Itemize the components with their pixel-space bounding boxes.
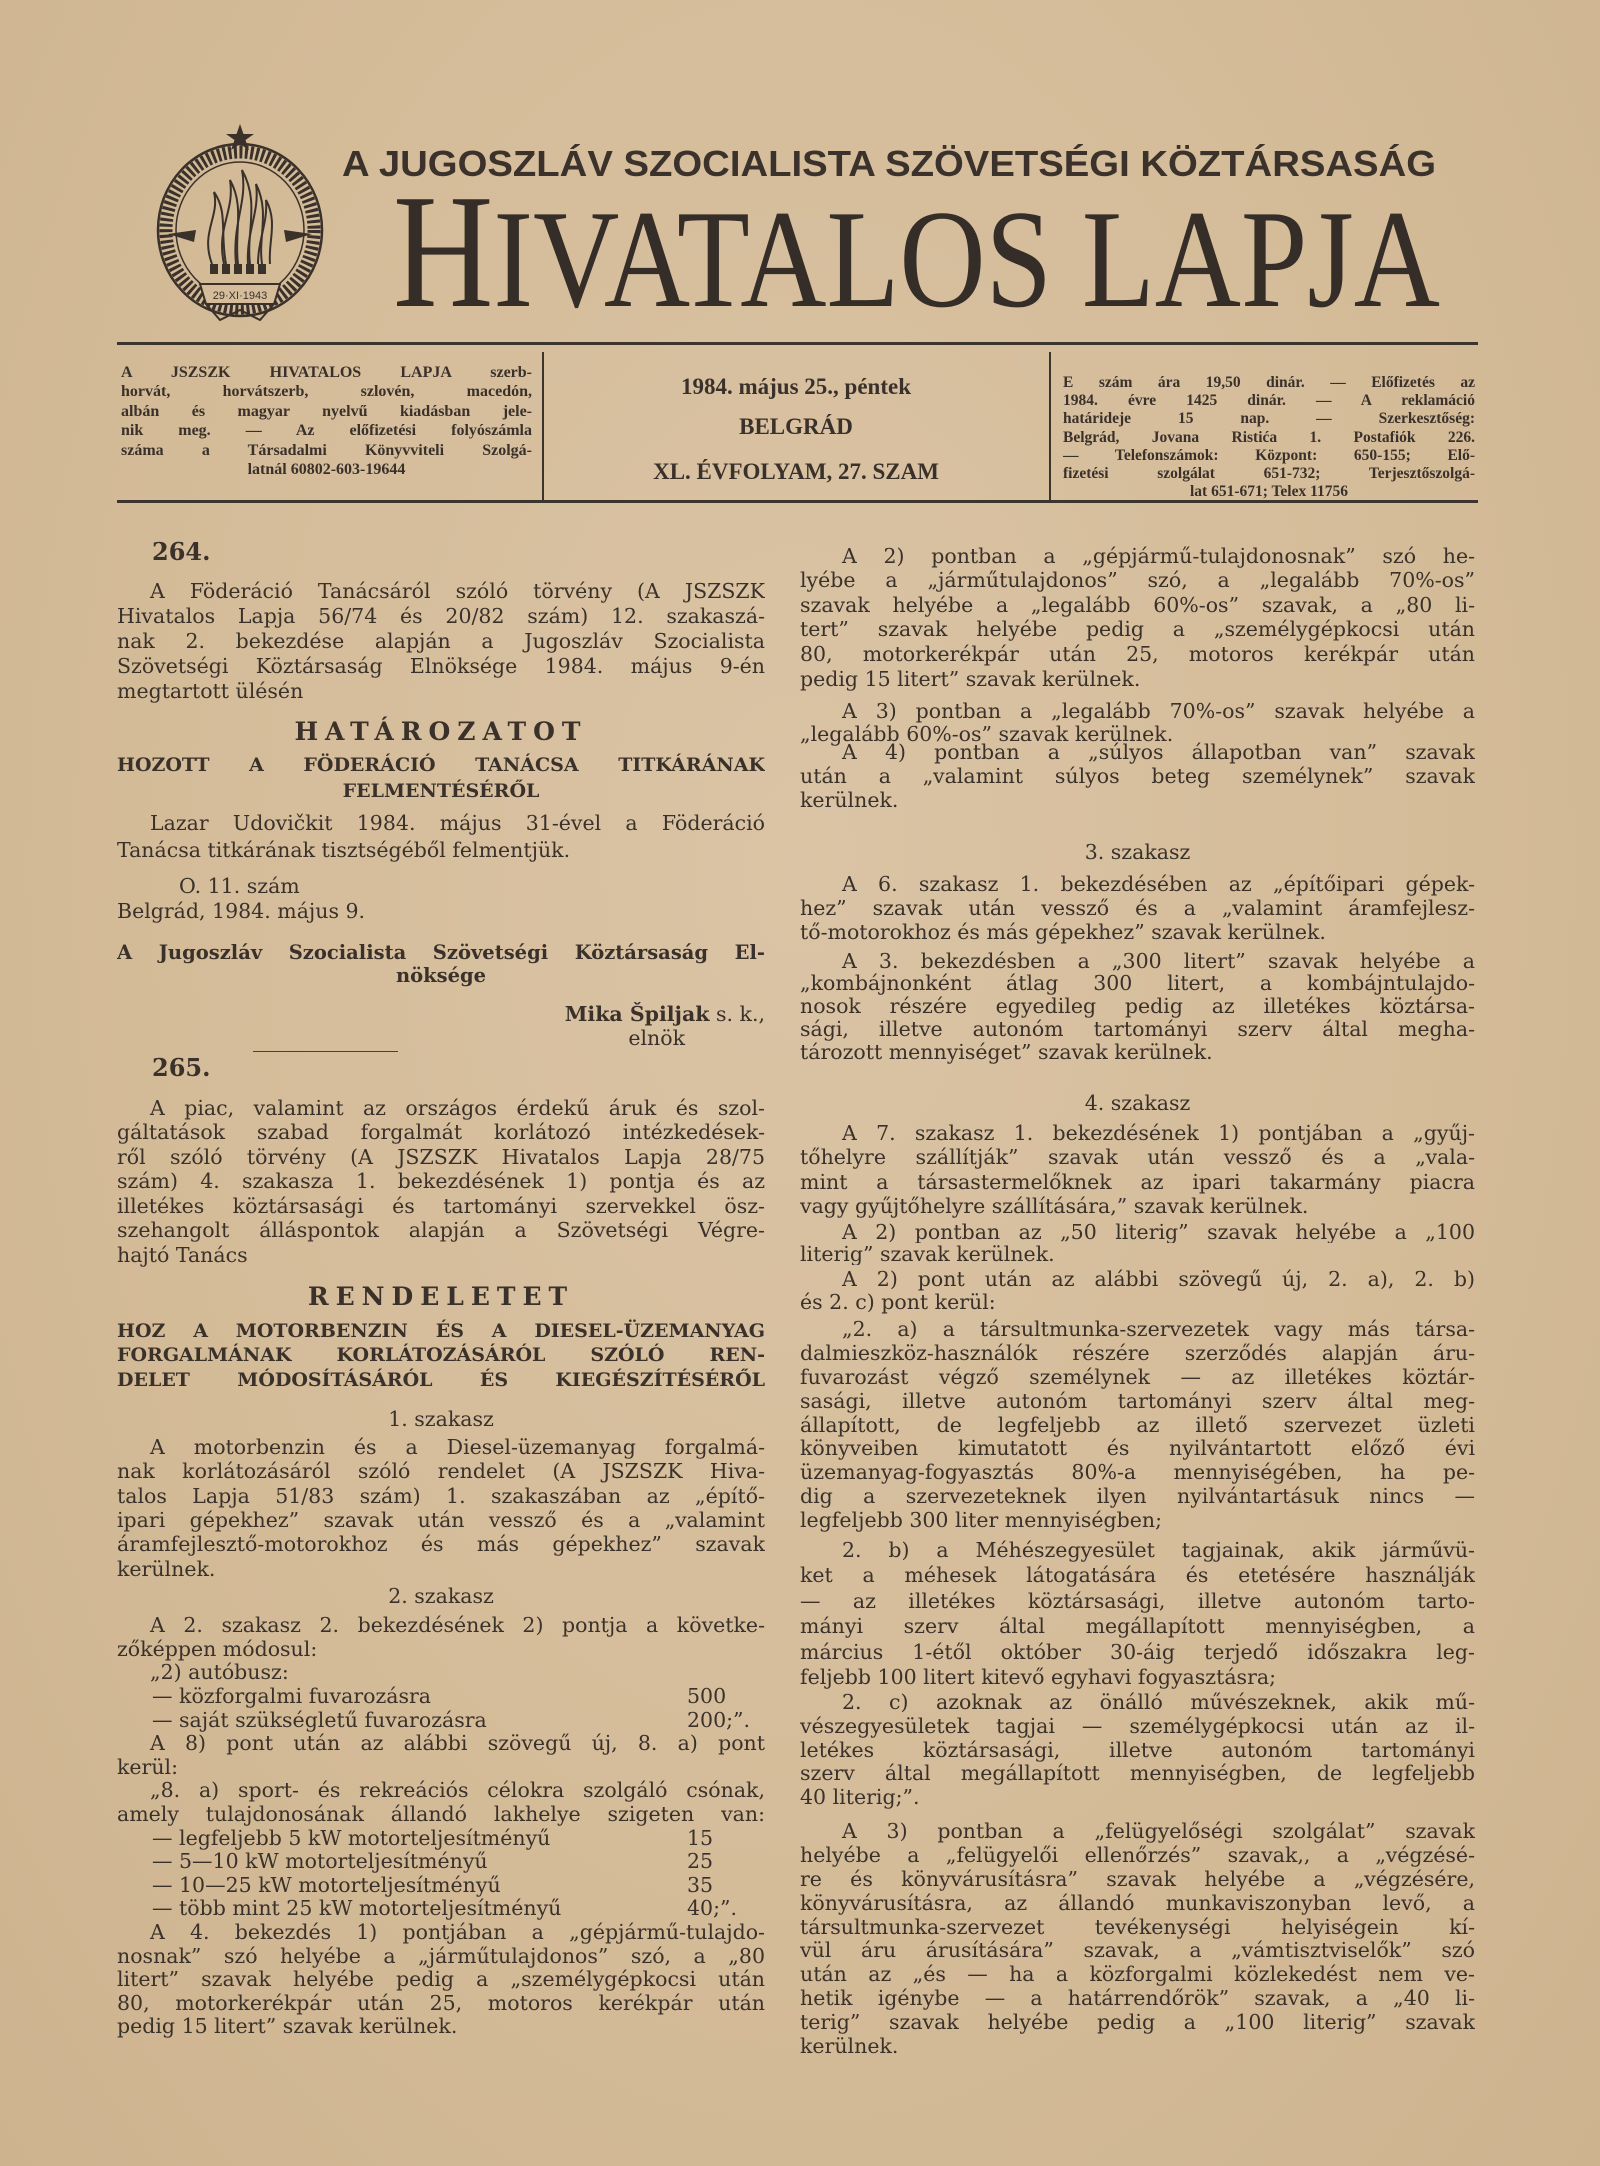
text-line: literig” szavak kerülnek. (800, 1243, 1055, 1265)
text-line: szavak helyébe a „legalább 60%-os” szavak, a „80 li- (800, 592, 1475, 617)
text-line: A 8) pont után az alábbi szövegű új, 8. a) pont (150, 1732, 765, 1756)
block-text: 3. szakasz (1084, 840, 1191, 864)
text-line: FELMENTÉSÉRŐL (342, 780, 540, 802)
text-line: A 3. bekezdésben a „300 litert” szavak helyébe a (842, 949, 1475, 973)
text-line: Hivatalos Lapja 56/74 és 20/82 szám) 12. szakaszá- (117, 603, 765, 628)
quota-table (117, 1827, 765, 1921)
quota-row (117, 1827, 765, 1851)
paragraph (117, 1614, 765, 1661)
signatory-role: elnök (628, 1026, 685, 1050)
text-line: HOZOTT A FÖDERÁCIÓ TANÁCSA TITKÁRÁNAK (117, 754, 765, 776)
text-line: nak korlátozásáról szóló rendelet (A JSZSZK Hiva- (117, 1459, 765, 1484)
paragraph (117, 1779, 765, 1826)
info-line: nik meg. — Az előfizetési folyószámla (121, 422, 532, 440)
text-line: üzemanyag-fogyasztás 80%-a mennyiségében, ha pe- (800, 1461, 1475, 1485)
quota-row (117, 1685, 765, 1709)
text-line: A Jugoszláv Szocialista Szövetségi Köztársaság El- (117, 940, 765, 964)
info-line: — Telefonszámok: Központ: 650-155; Elő- (1063, 446, 1475, 464)
paragraph (800, 1268, 1475, 1314)
text-line: FORGALMÁNAK KORLÁTOZÁSÁRÓL SZÓLÓ REN- (117, 1344, 765, 1367)
quota-label: — több mint 25 kW motorteljesítményű (152, 1896, 562, 1921)
quota-label: — saját szükségletű fuvarozásra (152, 1707, 487, 1732)
text-line: könyveiben kimutatott és nyilvántartott előző évi (800, 1437, 1475, 1461)
text-line: mányi szerv által megállapított mennyiségben, a (800, 1614, 1475, 1639)
text-line: DELET MÓDOSÍTÁSÁRÓL ÉS KIEGÉSZÍTÉSÉRŐL (117, 1368, 765, 1391)
text-line: gáltatások szabad forgalmát korlátozó intézkedések- (117, 1120, 765, 1145)
quota-label: — 5—10 kW motorteljesítményű (152, 1849, 488, 1874)
section-label (800, 1091, 1475, 1115)
text-line: tert” szavak helyébe pedig a „személygépkocsi után (800, 617, 1475, 642)
quota-label: — közforgalmi fuvarozásra (152, 1684, 432, 1708)
text-line: Tanácsa titkárának tisztségéből felmentjük. (117, 837, 571, 862)
paragraph (800, 1691, 1475, 1810)
text-line: O. 11. szám (179, 873, 300, 898)
text-line: ipari gépekhez” szavak után vessző és a „valamint (117, 1507, 765, 1532)
text-line: szám) 4. szakasza 1. bekezdésének 1) pontja és az (117, 1169, 765, 1194)
paragraph (800, 1121, 1475, 1218)
text-line: re és könyvárusításra” szavak helyébe a „végzésére, (800, 1867, 1475, 1891)
quota-value: 500 (687, 1684, 727, 1708)
text-line: tőhelyre szállítják” szavak után vessző és a „vala- (800, 1145, 1475, 1170)
paragraph (800, 1221, 1475, 1265)
section-label (800, 840, 1475, 864)
text-line: után a „valamint súlyos beteg személynek” szavak (800, 764, 1475, 788)
text-line: szehangolt álláspontok alapján a Szövetségi Végre- (117, 1218, 765, 1243)
text-line: HOZ A MOTORBENZIN ÉS A DIESEL-ÜZEMANYAG (117, 1319, 765, 1342)
text-line: tő-motorokhoz és más gépekhez” szavak kerülnek. (800, 920, 1326, 944)
text-line: társultmunka-szervezet tevékenységi helyiségein kí- (800, 1915, 1475, 1939)
paragraph (800, 1318, 1475, 1533)
info-line: Belgrád, Jovana Ristića 1. Postafiók 226. (1063, 428, 1475, 446)
info-line: száma a Társadalmi Könyvviteli Szolgá- (121, 441, 532, 459)
text-line: A 2) pont után az alábbi szövegű új, 2. a), 2. b) (842, 1267, 1475, 1291)
paragraph (117, 1661, 765, 1685)
text-line: szerv által megállapított mennyiségben, de legfeljebb (800, 1762, 1475, 1786)
text-line: kerülnek. (800, 2035, 899, 2059)
text-line: A 4. bekezdés 1) pontjában a „gépjármű-tulajdo- (150, 1921, 765, 1944)
text-line: nosnak” szó helyébe a „járműtulajdonos” szó, a „80 (117, 1944, 765, 1968)
text-line: zőképpen módosul: (117, 1637, 318, 1661)
issue-date: 1984. május 25., péntek (680, 374, 911, 399)
info-line: határideje 15 nap. — Szerkesztőség: (1063, 410, 1475, 428)
text-line: 2. c) azoknak az önálló művészeknek, akik mű- (842, 1691, 1475, 1714)
text-line: amely tulajdonosának állandó lakhelye szigeten van: (117, 1802, 765, 1826)
block-text: 264. (152, 537, 211, 566)
text-line: kerülnek. (117, 1556, 216, 1581)
info-line: E szám ára 19,50 dinár. — Előfizetés az (1063, 374, 1475, 391)
text-line: — az illetékes köztársasági, illetve autonóm tarto- (800, 1588, 1475, 1613)
info-line: latnál 60802-603-19644 (247, 460, 406, 478)
text-line: nosok részére egyedileg pedig az illetékes köztársa- (800, 995, 1475, 1018)
text-line: nöksége (395, 963, 487, 987)
text-line: litert” szavak helyébe pedig a „személygépkocsi után (117, 1968, 765, 1992)
text-line: Belgrád, 1984. május 9. (117, 898, 366, 923)
block-text: 1. szakasz (388, 1407, 494, 1431)
paragraph (117, 1732, 765, 1779)
block-text: 2. szakasz (388, 1584, 494, 1608)
text-line: 80, motorkerékpár után 25, motoros kerékpár után (117, 1991, 765, 2015)
info-line: 1984. évre 1425 dinár. — A reklamáció (1063, 392, 1475, 410)
quota-label: — 10—25 kW motorteljesítményű (152, 1872, 501, 1897)
paragraph (117, 1096, 765, 1268)
article-number (117, 537, 765, 566)
signature-block (117, 1002, 765, 1050)
info-line: A JSZSZK HIVATALOS LAPJA szerb- (121, 364, 532, 381)
text-line: dalmieszköz-használók részére szerződés alapján áru- (800, 1341, 1475, 1365)
reference-block (117, 874, 765, 924)
paragraph (800, 1538, 1475, 1690)
text-line: sasági, illetve autonóm tartományi szerv által meg- (800, 1389, 1475, 1413)
text-line: illetékes köztársasági és tartományi szervekkel ösz- (117, 1193, 765, 1218)
text-line: fuvarozást végző személynek — az illetékes köztár- (800, 1365, 1475, 1389)
text-line: vagy gyűjtőhelyre szállítására,” szavak kerülnek. (800, 1193, 1309, 1218)
section-label (117, 1584, 765, 1608)
text-line: A Föderáció Tanácsáról szóló törvény (A JSZSZK (150, 578, 765, 603)
text-line: kerülnek. (800, 788, 899, 812)
text-line: A 2. szakasz 2. bekezdésének 2) pontja a követke- (150, 1614, 765, 1638)
quota-value: 25 (687, 1849, 714, 1874)
text-line: A 3) pontban a „felügyelőségi szolgálat” szavak (842, 1820, 1475, 1843)
text-line: ket a méhesek látogatására és etetésére használják (800, 1563, 1475, 1588)
paragraph (117, 579, 765, 704)
text-line: „8. a) sport- és rekreációs célokra szolgáló csónak, (150, 1779, 765, 1803)
text-line: ről szóló törvény (A JSZSZK Hivatalos Lapja 28/75 (117, 1144, 765, 1169)
info-line: lat 651-671; Telex 11756 (1189, 483, 1348, 501)
text-line: lyébe a „járműtulajdonos” szó, a „legalább 70%-os” (800, 568, 1475, 593)
text-line: és 2. c) pont kerül: (800, 1290, 996, 1314)
text-line: után az „és — ha a közforgalmi közlekedést nem ve- (800, 1963, 1475, 1987)
paragraph (800, 700, 1475, 746)
paragraph (800, 872, 1475, 944)
text-line: Lazar Udovičkit 1984. május 31-ével a Föderáció (150, 810, 765, 835)
text-line: legfeljebb 300 liter mennyiségben; (800, 1509, 1163, 1533)
signatory-line (117, 1002, 765, 1026)
text-line: talos Lapja 51/83 szám) 1. szakaszában az „építő- (117, 1483, 765, 1508)
info-line: horvát, horvátszerb, szlovén, macedón, (121, 383, 532, 401)
text-line: „legalább 60%-os” szavak kerülnek. (800, 722, 1174, 746)
text-line: kerül: (117, 1755, 179, 1779)
text-line: Szövetségi Köztársaság Elnöksége 1984. május 9-én (117, 653, 765, 678)
text-line: sági, illetve autonóm tartományi szerv által megha- (800, 1017, 1475, 1041)
text-line: vül áru árusítására” szavak, a „vámtisztviselők” szó (800, 1939, 1475, 1963)
section-label (117, 1407, 765, 1431)
title-initial: H (393, 162, 494, 342)
paragraph (800, 1820, 1475, 2059)
issuing-body (117, 941, 765, 987)
quota-table (117, 1685, 765, 1732)
emblem-date-text: 29·XI·1943 (212, 290, 268, 302)
paragraph (117, 810, 765, 864)
text-line: A 2) pontban a „gépjármű-tulajdonosnak” szó he- (842, 543, 1475, 568)
price-contact-info-box (1063, 374, 1475, 501)
info-line: albán és magyar nyelvű kiadásban jele- (121, 402, 532, 420)
quota-value: 200;”. (687, 1707, 751, 1732)
block-text: HATÁROZATOT (294, 717, 588, 746)
block-text: RENDELETET (307, 1282, 575, 1311)
text-line: mint a társastermelőknek az ipari takarmány piacra (800, 1169, 1475, 1194)
info-divider-right (1049, 352, 1051, 500)
text-line: A 6. szakasz 1. bekezdésében az „építőipari gépek- (842, 872, 1475, 896)
text-line: hajtó Tanács (117, 1242, 248, 1267)
text-line: A 3) pontban a „legalább 70%-os” szavak helyébe a (842, 699, 1475, 723)
state-emblem-icon (150, 122, 330, 327)
text-line: 80, motorkerékpár után 25, motoros kerékpár után (800, 642, 1475, 667)
text-line: dig a szervezeteknek ilyen nyilvántartásuk nincs — (800, 1485, 1475, 1509)
text-line: letékes köztársasági, illetve autonóm tartományi (800, 1738, 1475, 1762)
text-line: állapított, de legfeljebb az illető szervezet üzleti (800, 1413, 1475, 1437)
decree-title (117, 752, 765, 804)
decree-title (117, 1319, 765, 1393)
text-line: március 1-étől október 30-áig terjedő időszakra leg- (800, 1639, 1475, 1664)
text-line: A piac, valamint az országos érdekű áruk és szol- (150, 1095, 765, 1120)
info-line: fizetési szolgálat 651-732; Terjesztőszolgá- (1063, 464, 1475, 482)
text-line: hez” szavak után vessző és a „valamint áramfejlesz- (800, 896, 1475, 920)
issue-city: BELGRÁD (739, 414, 853, 439)
text-line: A 7. szakasz 1. bekezdésének 1) pontjában a „gyűj- (842, 1121, 1475, 1145)
text-line: tározott mennyiséget” szavak kerülnek. (800, 1040, 1213, 1064)
decree-type-heading (117, 1282, 765, 1312)
paragraph (800, 740, 1475, 812)
paragraph (800, 950, 1475, 1064)
quota-value: 15 (687, 1825, 714, 1850)
text-line: nak 2. bekezdése alapján a Jugoszláv Szocialista (117, 628, 765, 653)
text-line: áramfejlesztő-motorokhoz és más gépekhez” szavak (117, 1532, 765, 1557)
signatory-name: Mika Špiljak (564, 1002, 710, 1026)
quota-value: 40;”. (687, 1896, 737, 1921)
masthead-subtitle: A JUGOSZLÁV SZOCIALISTA SZÖVETSÉGI KÖZTÁRSASÁG (342, 143, 1436, 184)
publication-info-box (121, 363, 532, 479)
text-line: vészegyesületek tagjai — személygépkocsi után az il- (800, 1714, 1475, 1738)
text-line: hetik igénybe — a határrendőrök” szavak, a „40 li- (800, 1987, 1475, 2011)
text-line: A 4) pontban a „súlyos állapotban van” szavak (842, 740, 1475, 764)
paragraph (117, 1921, 765, 2039)
text-line: „2. a) a társultmunka-szervezetek vagy más társa- (842, 1318, 1475, 1341)
text-line: pedig 15 litert” szavak kerülnek. (117, 2015, 458, 2039)
decree-type-heading (117, 717, 765, 747)
issue-volume: XL. ÉVFOLYAM, 27. SZAM (653, 459, 939, 484)
signatory-suffix: s. k., (715, 1002, 765, 1026)
text-line: helyébe a „felügyelői ellenőrzés” szavak,, a „végzésé- (800, 1843, 1475, 1867)
block-text: 265. (152, 1053, 211, 1082)
text-line: könyvárusításra, az állandó munkaviszonyban levő, a (800, 1891, 1475, 1915)
text-line: „2) autóbusz: (150, 1661, 289, 1685)
article-number (117, 1053, 765, 1082)
block-text: 4. szakasz (1084, 1091, 1191, 1115)
text-line: A motorbenzin és a Diesel-üzemanyag forgalmá- (150, 1434, 765, 1459)
text-line: 40 literig;”. (800, 1786, 920, 1809)
text-line: feljebb 100 litert kitevő egyhavi fogyasztásra; (800, 1664, 1276, 1689)
text-line: megtartott ülésén (117, 678, 304, 703)
quota-label: — legfeljebb 5 kW motorteljesítményű (152, 1825, 551, 1850)
quota-row (117, 1874, 765, 1898)
signature-separator-rule (253, 1051, 398, 1052)
text-line: A 2) pontban az „50 literig” szavak helyébe a „100 (842, 1221, 1475, 1243)
quota-row (117, 1850, 765, 1874)
title-rest: IVATALOS LAPJA (493, 182, 1440, 337)
text-line: 2. b) a Méhészegyesület tagjainak, akik járművü- (842, 1538, 1475, 1562)
paragraph (117, 1435, 765, 1581)
paragraph (800, 544, 1475, 692)
quota-row (117, 1709, 765, 1733)
text-line: terig” szavak helyébe pedig a „100 literig” szavak (800, 2011, 1475, 2035)
text-line: „kombájnonként átlag 300 litert, a kombájntulajdo- (800, 972, 1475, 996)
text-line: pedig 15 litert” szavak kerülnek. (800, 666, 1141, 691)
masthead-top-rule (117, 342, 1478, 345)
quota-row (117, 1897, 765, 1921)
quota-value: 35 (687, 1872, 714, 1897)
